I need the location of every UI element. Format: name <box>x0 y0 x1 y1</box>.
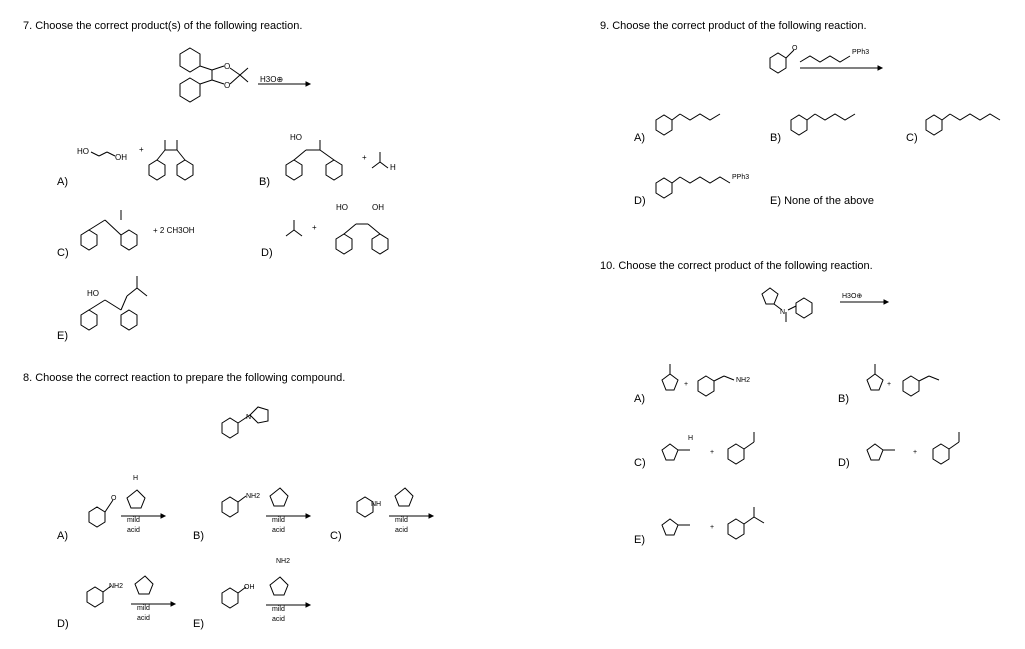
q9-option-d-structure <box>650 165 770 205</box>
svg-text:NH2: NH2 <box>109 583 124 590</box>
q8-option-a[interactable]: A) <box>57 530 68 542</box>
q8-option-b[interactable]: B) <box>193 530 204 542</box>
q7-option-a[interactable]: A) <box>57 176 68 188</box>
q8-option-c[interactable]: C) <box>330 530 342 542</box>
q8-option-a-structure <box>75 470 175 540</box>
svg-text:mild: mild <box>272 606 285 613</box>
svg-text:+: + <box>710 449 715 456</box>
svg-text:H: H <box>688 435 694 442</box>
svg-text:+: + <box>684 381 689 388</box>
svg-text:NH2: NH2 <box>276 558 291 565</box>
q10-option-a-structure <box>650 360 780 405</box>
q8-option-e[interactable]: E) <box>193 618 204 630</box>
svg-text:O: O <box>111 495 117 502</box>
svg-text:N: N <box>246 414 252 421</box>
q10-option-b[interactable]: B) <box>838 393 849 405</box>
q9-option-a[interactable]: A) <box>634 132 645 144</box>
svg-text:acid: acid <box>272 616 285 623</box>
question-7-title: 7. Choose the correct product(s) of the following reaction. <box>23 20 303 32</box>
svg-text:NH2: NH2 <box>246 493 261 500</box>
q10-option-d[interactable]: D) <box>838 457 850 469</box>
svg-text:OH: OH <box>244 584 255 591</box>
svg-text:N: N <box>780 309 786 316</box>
q7-option-d[interactable]: D) <box>261 247 273 259</box>
q7-option-e-structure <box>75 270 195 340</box>
q7-reagent-label: H3O⊕ <box>260 75 284 84</box>
svg-text:+: + <box>362 153 367 162</box>
svg-text:OH: OH <box>115 153 127 162</box>
svg-text:+ 2 CH3OH: + 2 CH3OH <box>153 226 195 235</box>
q8-option-b-structure <box>210 470 310 540</box>
question-9-title: 9. Choose the correct product of the following reaction. <box>600 20 867 32</box>
question-10-title: 10. Choose the correct product of the following reaction. <box>600 260 873 272</box>
q10-reactant-structure <box>750 280 890 330</box>
svg-text:+: + <box>139 145 144 154</box>
q9-option-e-text: None of the above <box>784 195 874 207</box>
svg-text:H: H <box>390 163 396 172</box>
q10-option-e[interactable]: E) <box>634 534 645 546</box>
q9-option-d[interactable]: D) <box>634 195 646 207</box>
svg-text:O: O <box>792 45 798 52</box>
q9-option-a-structure <box>650 100 750 145</box>
q8-option-c-structure <box>345 470 445 540</box>
svg-text:+: + <box>710 524 715 531</box>
q8-option-d-structure <box>75 560 175 630</box>
q7-option-b-structure <box>280 130 410 190</box>
q7-option-c[interactable]: C) <box>57 247 69 259</box>
q7-reactant-structure <box>170 40 310 110</box>
q8-option-d[interactable]: D) <box>57 618 69 630</box>
q9-option-e-label: E) <box>770 195 781 207</box>
svg-text:HO: HO <box>290 133 302 142</box>
svg-text:mild: mild <box>395 517 408 524</box>
q8-option-e-structure <box>210 555 310 630</box>
svg-text:O: O <box>224 62 231 71</box>
svg-text:H3O⊕: H3O⊕ <box>842 293 863 300</box>
svg-text:PPh3: PPh3 <box>732 174 750 181</box>
svg-text:NH: NH <box>371 501 382 508</box>
q10-option-e-structure <box>650 495 780 545</box>
q9-option-b[interactable]: B) <box>770 132 781 144</box>
q9-option-c[interactable]: C) <box>906 132 918 144</box>
svg-text:acid: acid <box>272 527 285 534</box>
svg-text:PPh3: PPh3 <box>852 49 870 56</box>
q10-option-c[interactable]: C) <box>634 457 646 469</box>
q10-option-d-structure <box>855 420 985 470</box>
svg-text:HO: HO <box>77 147 89 156</box>
q8-target-structure <box>210 395 280 440</box>
svg-text:mild: mild <box>272 517 285 524</box>
q10-option-b-structure <box>855 360 985 405</box>
q7-option-b[interactable]: B) <box>259 176 270 188</box>
q9-option-b-structure <box>785 100 885 145</box>
svg-text:HO: HO <box>336 203 348 212</box>
q7-option-a-structure <box>75 130 225 190</box>
svg-text:+: + <box>887 381 892 388</box>
svg-text:acid: acid <box>127 527 140 534</box>
q9-reactant-structure <box>760 40 890 80</box>
q9-option-c-structure <box>920 100 1020 145</box>
svg-text:H: H <box>133 475 139 482</box>
svg-text:O: O <box>224 81 231 90</box>
question-8-title: 8. Choose the correct reaction to prepare the following compound. <box>23 372 346 384</box>
svg-text:+: + <box>913 449 918 456</box>
q10-option-c-structure <box>650 420 780 470</box>
svg-text:acid: acid <box>137 615 150 622</box>
svg-text:NH2: NH2 <box>736 377 751 384</box>
svg-text:HO: HO <box>87 289 99 298</box>
svg-text:acid: acid <box>395 527 408 534</box>
svg-text:mild: mild <box>137 605 150 612</box>
svg-text:mild: mild <box>127 517 140 524</box>
svg-text:+: + <box>312 223 317 232</box>
q7-option-c-structure <box>75 205 225 260</box>
q7-option-d-structure <box>280 200 410 260</box>
svg-text:OH: OH <box>372 203 384 212</box>
q10-option-a[interactable]: A) <box>634 393 645 405</box>
q9-option-e[interactable] <box>770 195 874 207</box>
q7-option-e[interactable]: E) <box>57 330 68 342</box>
